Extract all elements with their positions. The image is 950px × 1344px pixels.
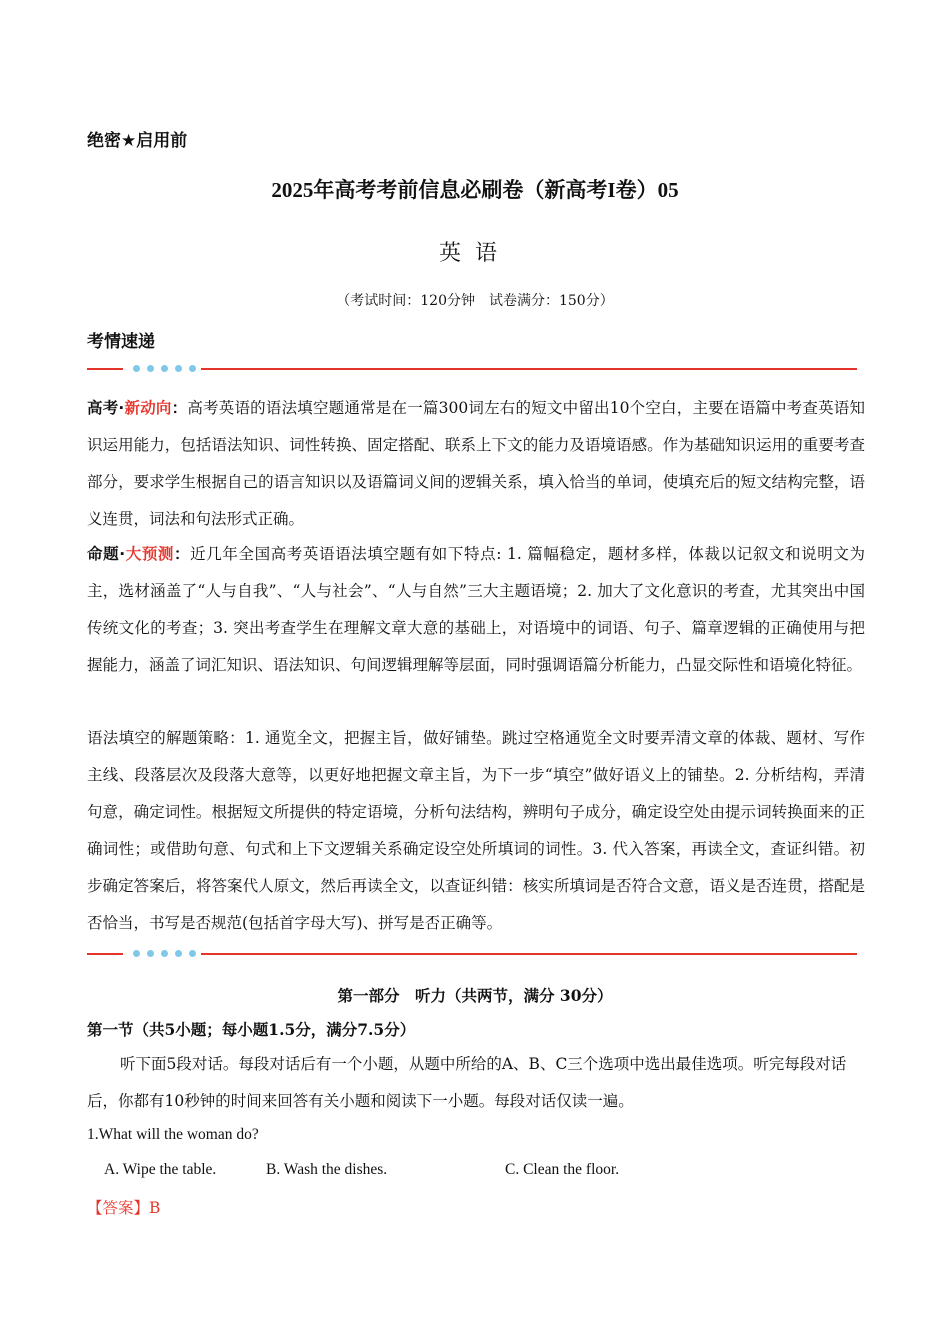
option-a: A. Wipe the table.: [104, 1161, 217, 1178]
label-gaokao: 高考·: [87, 399, 125, 417]
exam-info: （考试时间：120分钟 试卷满分：150分）: [336, 293, 614, 309]
label-colon: ：: [174, 545, 191, 563]
divider-bottom: [87, 949, 857, 959]
subject-title: 英语: [438, 241, 511, 266]
overview-heading: 考情速递: [87, 332, 155, 352]
label-mingti: 命题·: [87, 545, 126, 563]
overview-paragraph-trend: [87, 390, 865, 538]
divider-top: [87, 364, 857, 374]
page-title: 2025年高考考前信息必刷卷（新高考I卷）05: [271, 178, 679, 202]
overview-paragraph-strategy: [87, 720, 865, 942]
overview-paragraph-prediction: [87, 536, 865, 684]
strategy-text: 语法填空的解题策略：1. 通览全文，把握主旨，做好铺垫。跳过空格通览全文时要弄清文章的体裁、题材、写作主线、段落层次及段落大意等，以更好地把握文章主旨，为下一步“填空”做好语义上的铺垫。2. 分析结构，弄清句意，确定词性。根据短文所提供的特定语境，分析句法结构，辨明句子成分，确定设空处由提示词转换面来的正确词性；或借助句意、句式和上下文逻辑关系确定设空处所填词的词性。3. 代入答案，再读全文，查证纠错。初步确定答案后，将答案代人原文，然后再读全文，以查证纠错：核实所填词是否符合文意，语义是否连贯，搭配是否恰当，书写是否规范(包括首字母大写)、拼写是否正确等。: [87, 729, 865, 932]
answer-label: 【答案】B: [87, 1199, 161, 1217]
label-colon: ：: [171, 399, 188, 417]
option-b: B. Wash the dishes.: [266, 1161, 388, 1178]
section-one-heading: 第一节（共5小题；每小题1.5分，满分7.5分）: [87, 1020, 416, 1039]
part-one-heading: 第一部分 听力（共两节，满分 30分）: [337, 986, 613, 1005]
prediction-text: 近几年全国高考英语语法填空题有如下特点: 1. 篇幅稳定，题材多样，体裁以记叙文和说明文为主，选材涵盖了“人与自我”、“人与社会”、“人与自然”三大主题语境；2. 加大了文化意识的考查，尤其突出中国传统文化的考查；3. 突出考查学生在理解文章大意的基础上，对语境中的词语、句子、篇章逻辑的正确使用与把握能力，涵盖了词汇知识、语法知识、句间逻辑理解等层面，同时强调语篇分析能力，凸显交际性和语境化特征。: [87, 545, 865, 674]
question-1: 1.What will the woman do?: [87, 1126, 259, 1143]
trend-text: 高考英语的语法填空题通常是在一篇300词左右的短文中留出10个空白，主要在语篇中考查英语知识运用能力，包括语法知识、词性转换、固定搭配、联系上下文的能力及语境语感。作为基础知识运用的重要考查部分，要求学生根据自己的语言知识以及语篇词义间的逻辑关系，填入恰当的单词，使填充后的短文结构完整，语义连贯，词法和句法形式正确。: [87, 399, 865, 528]
option-c: C. Clean the floor.: [505, 1161, 620, 1178]
label-big-prediction: 大预测: [125, 545, 175, 563]
label-new-trend: 新动向: [124, 399, 172, 417]
secret-label: 绝密★启用前: [87, 131, 188, 151]
listening-instruction: 听下面5段对话。每段对话后有一个小题，从题中所给的A、B、C三个选项中选出最佳选项。听完每段对话后，你都有10秒钟的时间来回答有关小题和阅读下一小题。每段对话仅读一遍。: [87, 1055, 847, 1110]
